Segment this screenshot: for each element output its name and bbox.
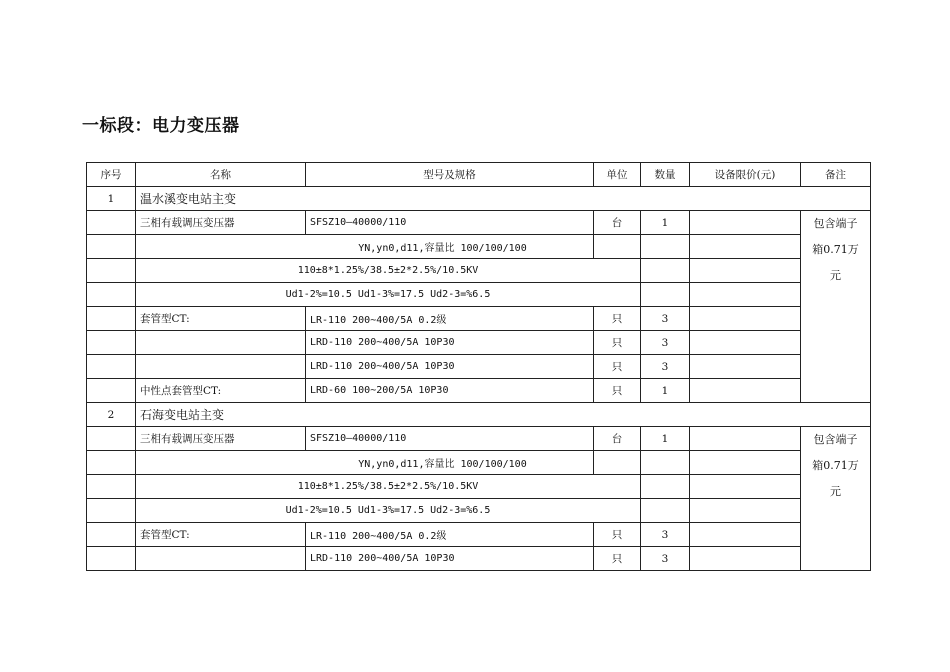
item-price (690, 331, 801, 355)
remark-cell (801, 211, 871, 403)
remark-line: 箱0.71万 (812, 459, 859, 472)
table-row (87, 331, 871, 355)
item-price (690, 499, 801, 523)
item-model: LR-110 200~400/5A 0.2级 (306, 523, 594, 547)
item-qty (641, 499, 690, 523)
seq-cell (87, 379, 136, 403)
item-price (690, 475, 801, 499)
seq-cell (87, 307, 136, 331)
seq-cell (87, 475, 136, 499)
item-model: LR-110 200~400/5A 0.2级 (306, 307, 594, 331)
remark-line: 元 (830, 269, 841, 282)
item-qty: 1 (641, 427, 690, 451)
item-name (136, 355, 306, 379)
header-model: 型号及规格 (306, 163, 594, 187)
seq-cell (87, 331, 136, 355)
item-qty (641, 451, 690, 475)
item-qty: 1 (641, 379, 690, 403)
seq-cell (87, 355, 136, 379)
table-row (87, 235, 871, 259)
table-row (87, 355, 871, 379)
table-row (87, 475, 871, 499)
item-name: 三相有载调压变压器 (136, 211, 306, 235)
table-row (87, 451, 871, 475)
table-row (87, 547, 871, 571)
item-name: 三相有载调压变压器 (136, 427, 306, 451)
item-name: 套管型CT: (136, 307, 306, 331)
item-price (690, 451, 801, 475)
item-qty (641, 259, 690, 283)
item-qty (641, 235, 690, 259)
item-model: SFSZ10—40000/110 (306, 211, 594, 235)
item-qty: 3 (641, 547, 690, 571)
item-name: 中性点套管型CT: (136, 379, 306, 403)
item-qty: 3 (641, 355, 690, 379)
seq-cell (87, 235, 136, 259)
remark-line: 包含端子 (813, 433, 858, 446)
header-unit: 单位 (594, 163, 641, 187)
spec-text: Ud1-2%=10.5 Ud1-3%=17.5 Ud2-3=%6.5 (136, 499, 641, 523)
section-seq: 1 (87, 187, 136, 211)
item-model: SFSZ10—40000/110 (306, 427, 594, 451)
seq-cell (87, 499, 136, 523)
item-qty: 3 (641, 331, 690, 355)
item-model: LRD-110 200~400/5A 10P30 (306, 331, 594, 355)
table-row (87, 499, 871, 523)
item-unit: 只 (594, 547, 641, 571)
item-price (690, 307, 801, 331)
table-row (87, 283, 871, 307)
item-unit (594, 235, 641, 259)
remark-line: 箱0.71万 (812, 243, 859, 256)
item-price (690, 547, 801, 571)
item-unit: 只 (594, 307, 641, 331)
section-title: 温水溪变电站主变 (136, 187, 871, 211)
table-row (87, 259, 871, 283)
remark-line: 元 (830, 485, 841, 498)
item-model: LRD-60 100~200/5A 10P30 (306, 379, 594, 403)
item-name (136, 331, 306, 355)
table-row (87, 211, 871, 235)
item-qty: 3 (641, 523, 690, 547)
item-price (690, 235, 801, 259)
item-price (690, 211, 801, 235)
item-unit: 台 (594, 211, 641, 235)
header-qty: 数量 (641, 163, 690, 187)
item-unit: 只 (594, 523, 641, 547)
section-seq: 2 (87, 403, 136, 427)
section-title: 石海变电站主变 (136, 403, 871, 427)
seq-cell (87, 211, 136, 235)
seq-cell (87, 547, 136, 571)
section-row (87, 403, 871, 427)
item-model: LRD-110 200~400/5A 10P30 (306, 547, 594, 571)
item-model: LRD-110 200~400/5A 10P30 (306, 355, 594, 379)
item-unit: 只 (594, 355, 641, 379)
item-unit: 只 (594, 331, 641, 355)
item-name: 套管型CT: (136, 523, 306, 547)
item-qty (641, 475, 690, 499)
header-price: 设备限价(元) (690, 163, 801, 187)
seq-cell (87, 523, 136, 547)
table-row (87, 379, 871, 403)
seq-cell (87, 259, 136, 283)
item-unit: 只 (594, 379, 641, 403)
table-row (87, 523, 871, 547)
item-price (690, 355, 801, 379)
spec-text: 110±8*1.25%/38.5±2*2.5%/10.5KV (136, 475, 641, 499)
item-price (690, 259, 801, 283)
remark-cell (801, 427, 871, 571)
item-qty: 3 (641, 307, 690, 331)
item-qty: 1 (641, 211, 690, 235)
spec-text: Ud1-2%=10.5 Ud1-3%=17.5 Ud2-3=%6.5 (136, 283, 641, 307)
spec-text: 110±8*1.25%/38.5±2*2.5%/10.5KV (136, 259, 641, 283)
header-name: 名称 (136, 163, 306, 187)
table-row (87, 427, 871, 451)
seq-cell (87, 451, 136, 475)
header-remark: 备注 (801, 163, 871, 187)
seq-cell (87, 283, 136, 307)
table-row (87, 307, 871, 331)
header-seq: 序号 (87, 163, 136, 187)
spec-text: YN,yn0,d11,容量比 100/100/100 (136, 451, 594, 475)
item-unit (594, 451, 641, 475)
section-row (87, 187, 871, 211)
seq-cell (87, 427, 136, 451)
item-price (690, 283, 801, 307)
item-unit: 台 (594, 427, 641, 451)
item-price (690, 523, 801, 547)
item-price (690, 427, 801, 451)
remark-line: 包含端子 (813, 217, 858, 230)
item-price (690, 379, 801, 403)
table-header-row (87, 163, 871, 187)
equipment-table (86, 162, 871, 571)
item-name (136, 547, 306, 571)
page-title: 一标段：电力变压器 (82, 116, 240, 136)
spec-text: YN,yn0,d11,容量比 100/100/100 (136, 235, 594, 259)
item-qty (641, 283, 690, 307)
